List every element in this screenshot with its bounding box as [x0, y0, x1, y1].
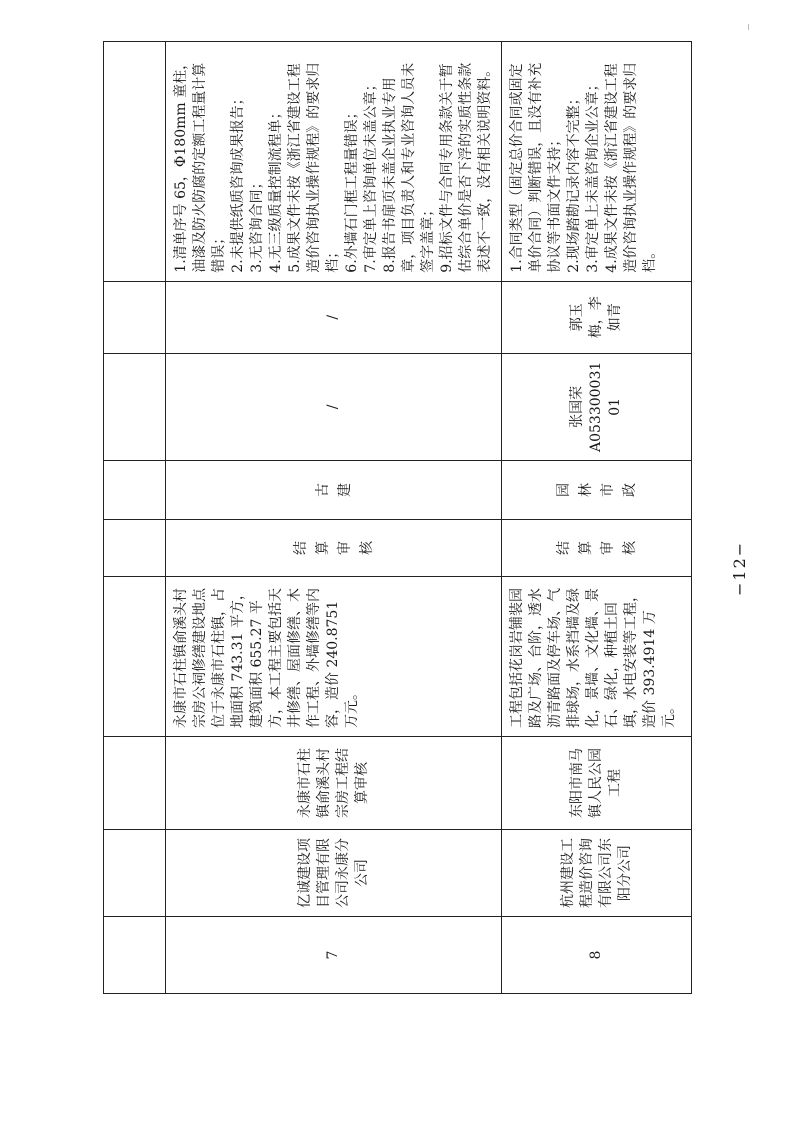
blank-cell	[104, 737, 166, 830]
project-cell: 东阳市南马镇人民公园工程	[502, 737, 692, 830]
blank-cell	[104, 461, 166, 520]
issue-item: 4.无三级质量控制流程单；	[268, 105, 284, 273]
page-number: −12−	[730, 540, 749, 596]
blank-cell	[104, 353, 166, 460]
table-row	[502, 41, 692, 993]
issue-item: 1.合同类型（固定总价合同或固定单价合同）判断错误，且没有补充协议等书面文件支持；	[509, 62, 563, 273]
issue-item: 4.成果文件未按《浙江省建设工程造价咨询执业操作规程》的要求归档。	[604, 62, 658, 273]
description-cell: 工程包括花岗岩铺装园路及广场、台阶，透水沥青路面及停车场、气排球场，水系挡墙及绿化，景墙、文化墙、景石、绿化，种植土回填，水电安装等工程，造价 393.4914 万元。	[502, 577, 692, 737]
company-cell: 亿诚建设项目管理有限公司永康分公司	[166, 830, 502, 917]
issue-item: 3.无咨询合同；	[249, 175, 265, 273]
blank-cell	[104, 41, 166, 281]
reviewer-cell: /	[166, 281, 502, 353]
category-text: 园林市政	[555, 483, 638, 497]
issues-cell	[502, 41, 692, 281]
table-row-blank	[104, 41, 166, 993]
reviewer-cell: 郭玉梅，李如青	[502, 281, 692, 353]
issue-item: 2.未提供纸质咨询成果报告；	[230, 91, 246, 273]
staff-cell: 张国荣 A053300031 01	[502, 353, 692, 460]
description-cell: 永康市石柱镇俞溪头村宗房公祠修缮建设地点位于永康市石柱镇，占地面积 743.31 平方，建筑面积 655.27 平方，本工程主要包括天井修缮、屋面修缮、木作工程、外墙修缮等内容，造价 240.8751 万元。	[166, 577, 502, 737]
blank-cell	[104, 577, 166, 737]
issues-list	[172, 50, 495, 273]
blank-cell	[104, 520, 166, 577]
issue-item: 5.成果文件未按《浙江省建设工程造价咨询执业操作规程》的要求归档；	[287, 62, 341, 273]
issue-item: 3.审定单上未盖咨询企业公章；	[585, 77, 601, 273]
margin-tick	[748, 24, 749, 30]
issue-item: 1.清单序号 65，Φ180mm 童柱，油漆及防火防腐的定额工程量计算错误；	[173, 55, 227, 273]
company-cell: 杭州建设工程造价咨询有限公司东阳分公司	[502, 830, 692, 917]
category-text: 古建	[314, 483, 353, 497]
issue-item: 9.招标文件与合同专用条款关于暂估综合单价是否下浮的实质性条款表述不一致，没有相关说明资料。	[439, 62, 493, 273]
row-number: 8	[502, 917, 692, 994]
staff-cell: /	[166, 353, 502, 460]
review-table	[103, 41, 692, 994]
blank-cell	[104, 917, 166, 994]
blank-cell	[104, 830, 166, 917]
issue-item: 6.外墙石门框工程量错误；	[344, 105, 360, 273]
issues-list	[508, 50, 660, 273]
type-cell	[166, 520, 502, 577]
type-text: 结算审核	[555, 541, 638, 555]
project-cell: 永康市石柱镇俞溪头村宗房工程结算审核	[166, 737, 502, 830]
row-number: 7	[166, 917, 502, 994]
blank-cell	[104, 281, 166, 353]
category-cell	[502, 461, 692, 520]
table-row	[166, 41, 502, 993]
issue-item: 8.报告书扉页未盖企业执业专用章，项目负责人和专业咨询人员未签字盖章；	[382, 62, 436, 273]
issues-cell	[166, 41, 502, 281]
category-cell	[166, 461, 502, 520]
issue-item: 7.审定单上咨询单位未盖公章；	[363, 77, 379, 273]
issue-item: 2.现场踏勘记录内容不完整；	[566, 91, 582, 273]
type-cell	[502, 520, 692, 577]
type-text: 结算审核	[292, 541, 375, 555]
